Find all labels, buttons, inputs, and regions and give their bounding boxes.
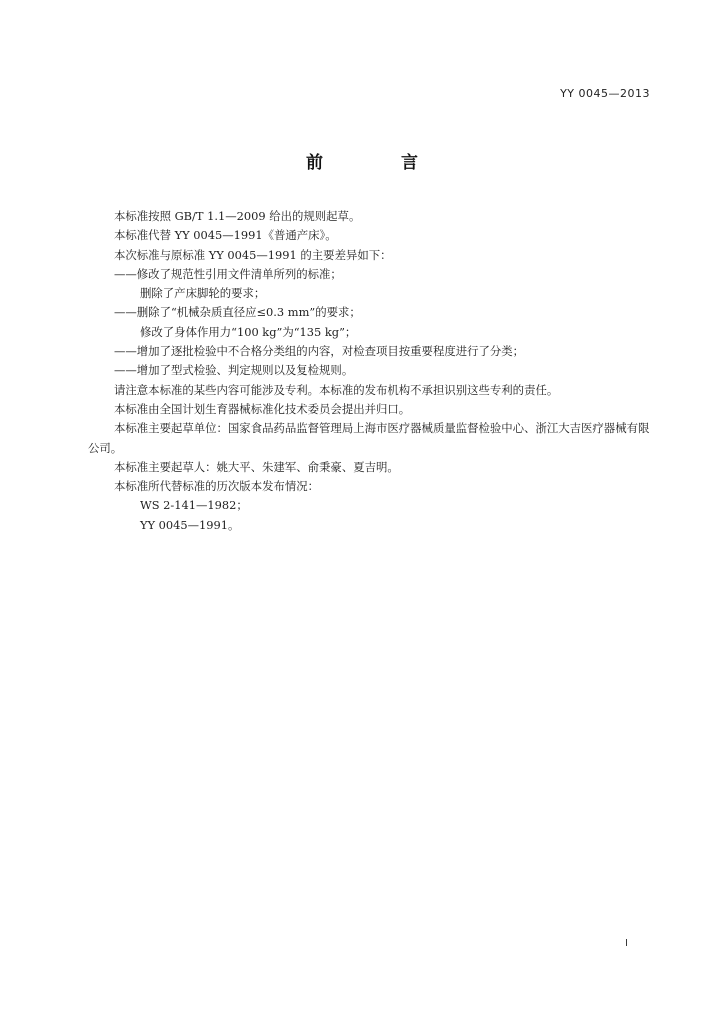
foreword-body (88, 207, 654, 535)
list-item: ——增加了型式检验、判定规则以及复检规则。 (114, 363, 354, 378)
paragraph: 本标准主要起草单位：国家食品药品监督管理局上海市医疗器械质量监督检验中心、浙江大吉医疗器械有限公司。 (88, 421, 650, 455)
list-item: ——删除了“机械杂质直径应≤0.3 mm”的要求； (114, 305, 361, 320)
paragraph: 本标准主要起草人：姚大平、朱建军、俞秉豪、夏吉明。 (114, 459, 399, 474)
paragraph: 本标准代替 YY 0045—1991《普通产床》。 (114, 228, 337, 243)
list-item: YY 0045—1991。 (140, 517, 240, 532)
standard-number: YY 0045—2013 (560, 87, 650, 100)
list-item: ——修改了规范性引用文件清单所列的标准； (114, 266, 342, 281)
list-item: 删除了产床脚轮的要求； (140, 286, 266, 301)
paragraph: 本标准所代替标准的历次版本发布情况： (114, 479, 320, 494)
paragraph: 本标准由全国计划生育器械标准化技术委员会提出并归口。 (114, 401, 411, 416)
paragraph: 本标准按照 GB/T 1.1—2009 给出的规则起草。 (114, 209, 361, 223)
list-item: 修改了身体作用力“100 kg”为“135 kg”； (140, 324, 357, 339)
section-title: 前 言 (306, 153, 454, 173)
page-number: I (625, 938, 628, 949)
paragraph: 本次标准与原标准 YY 0045—1991 的主要差异如下： (114, 247, 392, 262)
paragraph: 请注意本标准的某些内容可能涉及专利。本标准的发布机构不承担识别这些专利的责任。 (114, 382, 559, 397)
list-item: ——增加了逐批检验中不合格分类组的内容，对检查项目按重要程度进行了分类； (114, 344, 525, 359)
list-item: WS 2-141—1982； (140, 498, 248, 513)
